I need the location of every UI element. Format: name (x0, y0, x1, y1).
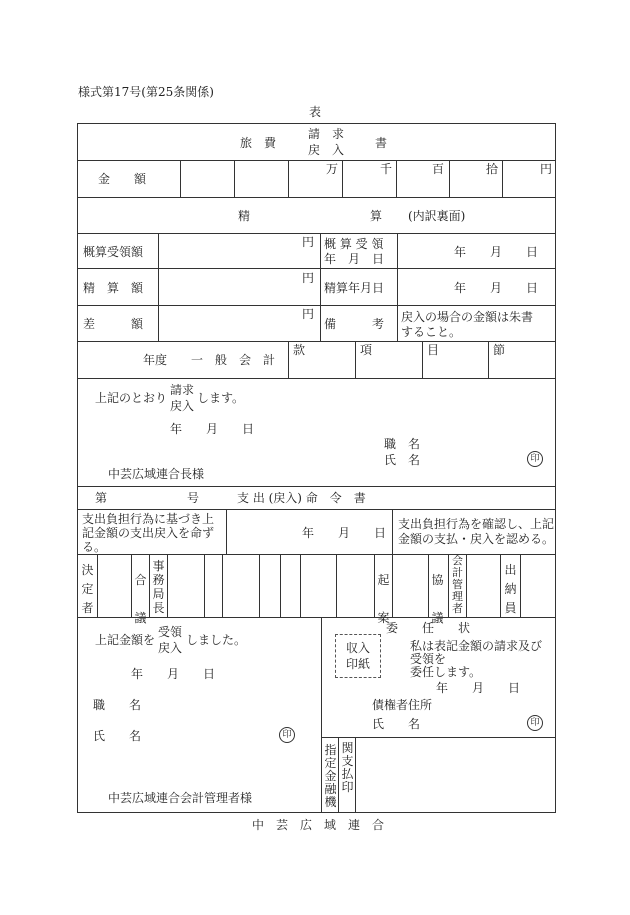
budget-kou: 項 (360, 343, 373, 357)
bank-seal-label: 関支払印 (341, 741, 354, 794)
form-number: 様式第17号(第25条関係) (78, 85, 214, 99)
settled-amount-unit: 円 (302, 271, 315, 285)
amount-label: 金 額 (98, 172, 147, 186)
order-right-1: 支出負担行為を確認し、上記 (398, 517, 555, 531)
request-option-1: 請求 (170, 383, 195, 397)
bank-label: 指定金融機 (324, 743, 337, 809)
receipt-post: しました。 (186, 633, 247, 647)
order-date: 年 月 日 (302, 526, 387, 540)
delegation-date: 年 月 日 (436, 681, 521, 695)
delegation-line-3: 委任します。 (410, 665, 482, 679)
settled-date-value: 年 月 日 (454, 281, 539, 295)
receipt-pre: 上記金額を (95, 633, 156, 647)
stamp-line-2: 印紙 (346, 657, 371, 671)
receipt-name-label: 氏 名 (93, 729, 142, 743)
approval-cashier: 出納員 (504, 563, 517, 615)
settlement-note: (内訳裏面) (408, 209, 466, 223)
title-suffix: 書 (375, 136, 388, 150)
approval-draft: 起案 (377, 573, 390, 625)
title-option-refund: 戻 入 (308, 143, 345, 157)
request-name-label: 氏 名 (384, 453, 421, 467)
estimated-amount-label: 概算受領額 (83, 245, 144, 259)
receipt-addressee: 中芸広域連合会計管理者様 (108, 791, 253, 805)
receipt-post-label: 職 名 (93, 698, 142, 712)
stamp-line-1: 収入 (346, 641, 371, 655)
request-option-2: 戻入 (170, 399, 195, 413)
order-left-1: 支出負担行為に基づき上 (82, 512, 215, 526)
approval-decider: 決定者 (81, 563, 94, 615)
unit-sen: 千 (380, 162, 393, 176)
estimated-date-sub: 年 月 日 (324, 252, 385, 266)
difference-unit: 円 (302, 307, 315, 321)
delegation-line-2: 受領を (410, 652, 447, 666)
order-left-2: 記金額の支出戻入を命ず (82, 526, 215, 540)
approval-consult: 協議 (431, 573, 444, 625)
estimated-date-value: 年 月 日 (454, 245, 539, 259)
budget-kan: 款 (293, 343, 306, 357)
request-date: 年 月 日 (170, 422, 255, 436)
estimated-amount-unit: 円 (302, 235, 315, 249)
receipt-seal: 印 (279, 727, 295, 743)
unit-ju: 拾 (486, 162, 499, 176)
approval-secretary: 事務局長 (152, 559, 165, 615)
settlement-label: 精 算 (238, 209, 383, 223)
unit-man: 万 (326, 162, 339, 176)
delegation-line-1: 私は表記金額の請求及び (410, 639, 543, 653)
footer-organization: 中 芸 広 域 連 合 (252, 818, 385, 832)
side-label: 表 (309, 105, 322, 119)
approval-combined: 合議 (134, 573, 147, 625)
request-post-label: 職 名 (384, 437, 421, 451)
delegation-seal: 印 (527, 715, 543, 731)
budget-label: 年度 一 般 会 計 (143, 353, 276, 367)
title-main: 旅 費 (240, 136, 277, 150)
delegation-address: 債権者住所 (372, 698, 433, 712)
unit-hyaku: 百 (432, 162, 445, 176)
order-title: 支 出 (戻入) 命 令 書 (237, 491, 366, 505)
remarks-note-1: 戻入の場合の金額は朱書 (401, 310, 534, 324)
delegation-name: 氏 名 (372, 717, 421, 731)
difference-label: 差 額 (83, 317, 144, 331)
budget-setsu: 節 (493, 343, 506, 357)
receipt-option-1: 受領 (158, 625, 183, 639)
approval-accountant: 会計管理者 (452, 554, 463, 615)
settled-date-label: 精算年月日 (324, 281, 385, 295)
remarks-label: 備 考 (324, 317, 385, 331)
unit-yen: 円 (540, 162, 553, 176)
receipt-option-2: 戻入 (158, 641, 183, 655)
budget-moku: 目 (427, 343, 440, 357)
request-pre: 上記のとおり (95, 391, 168, 405)
order-left-3: る。 (82, 540, 107, 554)
request-seal: 印 (527, 451, 543, 467)
title-option-request: 請 求 (308, 127, 345, 141)
remarks-note-2: すること。 (401, 325, 462, 339)
request-addressee: 中芸広域連合長様 (108, 467, 205, 481)
receipt-date: 年 月 日 (131, 667, 216, 681)
request-post: します。 (197, 391, 245, 405)
order-number-prefix: 第 (95, 491, 108, 505)
settled-amount-label: 精 算 額 (83, 281, 144, 295)
order-number-suffix: 号 (187, 491, 200, 505)
estimated-date-label: 概 算 受 領 (324, 237, 384, 251)
delegation-title: 委 任 状 (386, 621, 471, 635)
order-right-2: 金額の支払・戻入を認める。 (398, 532, 555, 546)
